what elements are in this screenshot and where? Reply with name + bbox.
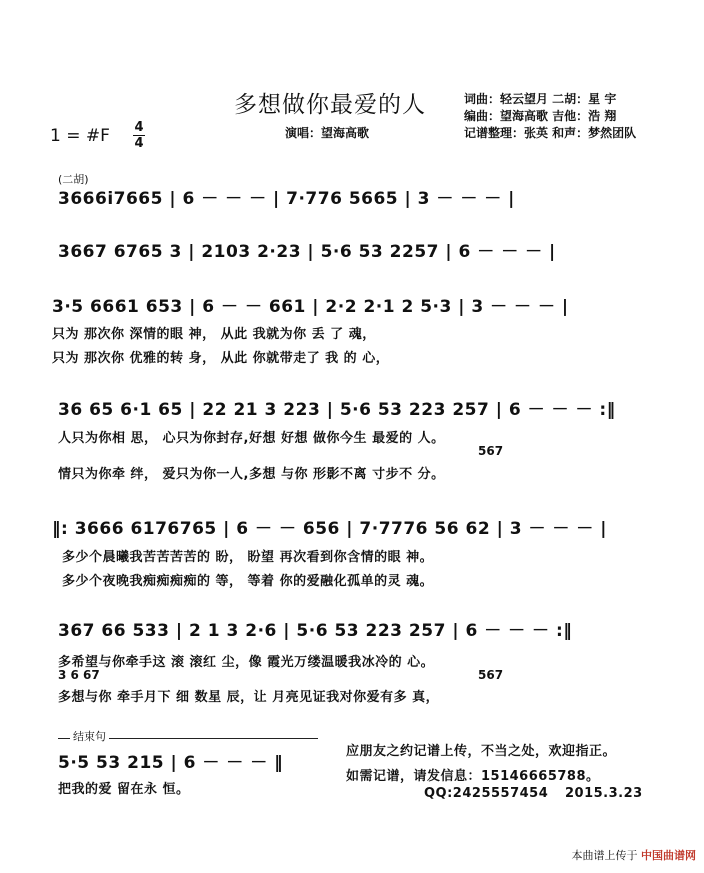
lyrics-row-6a: 多希望与你牵手这 滚 滚红 尘，像 霞光万缕温暖我冰冷的 心。 <box>58 655 435 670</box>
date: 2015.3.23 <box>565 786 643 801</box>
lyrics-row-4b: 情只为你牵 绊， 爱只为你一人,多想 与你 形影不离 寸步不 分。 <box>58 467 445 482</box>
notation-row-6: 367 66 533 | 2 1 3 2·6 | 5·6 53 223 257 | 6 － － － :‖ <box>58 621 573 641</box>
lyrics-row-3a: 只为 那次你 深情的眼 神， 从此 我就为你 丢 了 魂， <box>52 327 376 342</box>
alt-notes-6b: 567 <box>478 668 504 682</box>
time-top: 4 <box>134 120 144 135</box>
transcriber: 记谱整理：张英 和声：梦然团队 <box>464 126 637 140</box>
lyrics-row-3b: 只为 那次你 优雅的转 身， 从此 你就带走了 我 的 心， <box>52 351 390 366</box>
notation-row-4: 36 65 6·1 65 | 22 21 3 223 | 5·6 53 223 257 | 6 － － － :‖ <box>58 400 616 420</box>
lyrics-row-4a: 人只为你相 思， 心只为你封存,好想 好想 做你今生 最爱的 人。 <box>58 431 445 446</box>
lyrics-row-5a: 多少个晨曦我苦苦苦苦的 盼， 盼望 再次看到你含情的眼 神。 <box>62 550 434 565</box>
site-logo[interactable]: 中国曲谱网 <box>641 849 696 862</box>
lyrics-row-5b: 多少个夜晚我痴痴痴痴的 等， 等着 你的爱融化孤单的灵 魂。 <box>62 574 434 589</box>
arranger: 编曲：望海高歌 吉他：浩 翔 <box>464 109 617 123</box>
song-title: 多想做你最爱的人 <box>234 92 426 118</box>
alt-notes-4: 567 <box>478 444 504 458</box>
key-signature: 1 = #F <box>50 126 110 146</box>
lyricist: 词曲：轻云望月 二胡：星 宇 <box>464 92 617 106</box>
upload-note: 应朋友之约记谱上传，不当之处，欢迎指正。 <box>346 744 617 759</box>
erhu-label: (二胡) <box>58 173 89 186</box>
time-signature <box>133 121 145 150</box>
footer-text: 本曲谱上传于 <box>571 849 638 862</box>
contact-note: 如需记谱，请发信息：15146665788。 <box>346 769 600 784</box>
time-bottom: 4 <box>134 136 144 151</box>
notation-row-1: 3666i7665 | 6 － － － | 7·776 5665 | 3 － － － | <box>58 189 515 209</box>
lyrics-row-7: 把我的爱 留在永 恒。 <box>58 782 190 797</box>
lyrics-row-6b: 多想与你 牵手月下 细 数星 辰，让 月亮见证我对你爱有多 真， <box>58 690 440 705</box>
qq-number: QQ:2425557454 <box>424 786 549 801</box>
notation-row-3: 3·5 6661 653 | 6 － － 661 | 2·2 2·1 2 5·3 | 3 － － － | <box>52 297 569 317</box>
singer: 演唱：望海高歌 <box>285 126 370 140</box>
footer <box>572 847 697 863</box>
notation-row-2: 3667 6765 3 | 2103 2·23 | 5·6 53 2257 | 6 － － － | <box>58 242 556 262</box>
notation-row-5: ‖: 3666 6176765 | 6 － － 656 | 7·7776 56 62 | 3 － － － | <box>52 519 607 539</box>
notation-row-7: 5·5 53 215 | 6 － － － ‖ <box>58 753 284 773</box>
ending-label: 结束句 <box>70 728 109 744</box>
alt-notes-6a: 3 6 67 <box>58 668 100 682</box>
